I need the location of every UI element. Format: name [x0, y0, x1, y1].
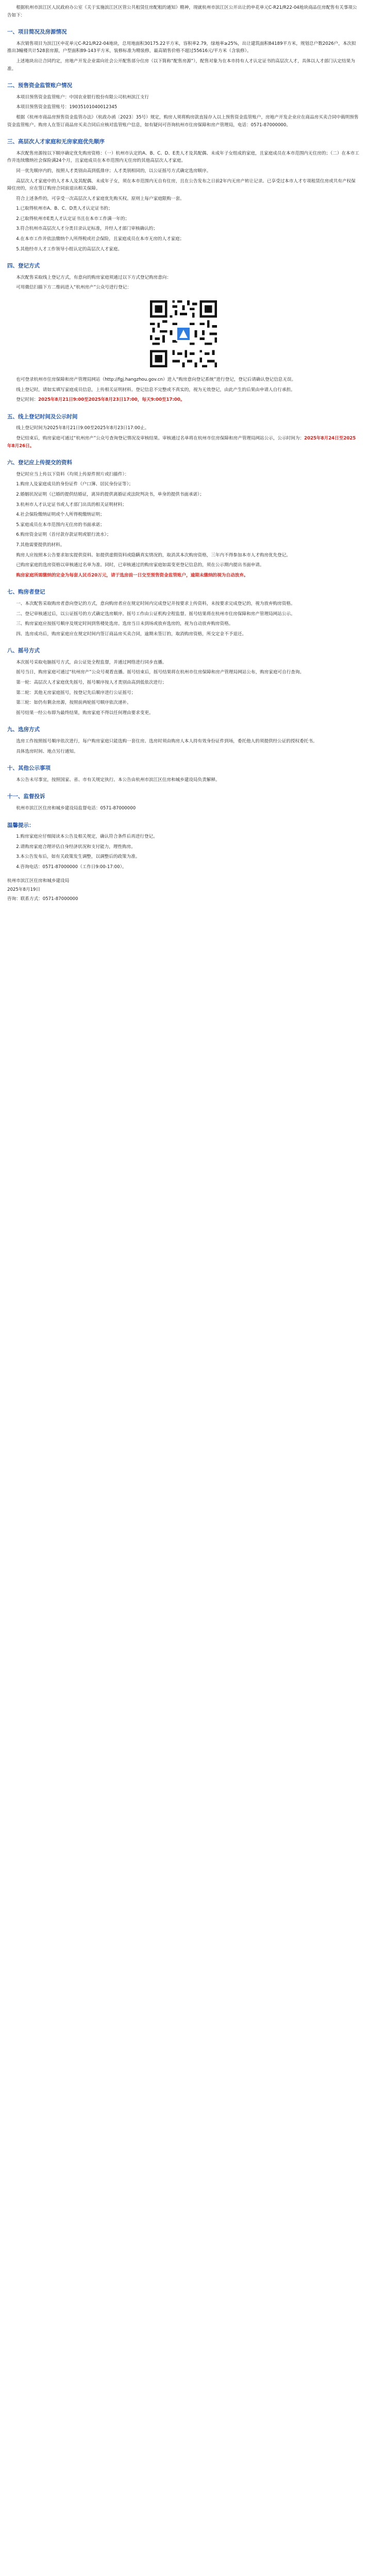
- section-8-p2: 摇号当日，购房家庭可通过“杭州房产”公众号观看直播。摇号结束后，摇号结果将在杭州市住房保障和房产管理局网站公布，购房家庭可自行查询。: [16, 670, 305, 675]
- section-10-p1: 本公告未尽事宜，按照国家、省、市有关规定执行。本公告由杭州市滨江区住房和城乡建设局负责解释。: [16, 777, 220, 783]
- signature-block: [7, 877, 360, 903]
- section-7-heading: 七、购房者登记: [7, 589, 45, 596]
- section-3-p4: 符合上述条件的，可享受一次高层次人才家庭优先购买权。原则上每户家庭限购一套。: [16, 196, 184, 201]
- section-3-list-item: 2.已取得杭州市E类人才认定证书且在本市工作满一年的；: [16, 216, 130, 222]
- section-4-p2: 可用微信扫描下方二维码进入“杭州房产”公众号进行登记：: [16, 285, 131, 291]
- section-6-intro: 登记时应当上传以下资料（均须上传原件照片或扫描件）：: [16, 471, 129, 477]
- section-3-heading: 三、高层次人才家庭和无房家庭优先顺序: [7, 139, 105, 145]
- section-7-p2: 二、登记审核通过后，以公证摇号的方式确定选房顺序。摇号工作由公证机构全程监督。摇号结果将在杭州市住房保障和房产管理局网站公示。: [16, 611, 295, 617]
- section-2-p2: 本项目预售资金监管账号：19035101040012345: [16, 105, 118, 110]
- notice-heading: 温馨提示：: [7, 822, 35, 828]
- section-6-list-item: 7.其他需要提供的材料。: [16, 542, 65, 548]
- section-8-p3: 第一轮：高层次人才家庭优先摇号，摇号顺序按人才类别由高到低依次进行；: [16, 680, 167, 686]
- section-8-p5: 第三轮：如仍有剩余房源，按照前两轮摇号顺序依次递补。: [16, 700, 131, 706]
- section-5-p2: 登记结束后，购房家庭可通过“杭州房产”公众号查询登记情况及审核结果。审核通过名单将在杭州市住房保障和房产管理局网站公示，公示时间为：: [16, 436, 305, 441]
- section-5-heading: 五、线上登记时间及公示时间: [7, 413, 78, 420]
- section-6-list-item: 2.婚姻状况证明（已婚的提供结婚证，离异的提供离婚证或法院判决书，单身的提供书面承诺）；: [16, 492, 205, 497]
- section-1-heading: 一、项目简况及房源情况: [7, 29, 67, 36]
- qr-code-image[interactable]: [147, 298, 220, 370]
- section-11-p1: 杭州市滨江区住房和城乡建设局监督电话：0571-87000000: [16, 806, 136, 811]
- section-6-list-item: 6.购房资金证明（首付款存款证明或银行流水）；: [16, 532, 111, 538]
- section-1-p2: 上述地块出让合同约定，房地产开发企业需向社会公开配售部分住房（以下简称“配售房源”），配售对象为在本市持有人才认定证书的高层次人才，具体以人才部门认定结果为准。: [7, 58, 355, 72]
- section-6-p3: 购房家庭所需缴纳的定金为每套人民币20万元，请于选房前一日交至预售资金监管账户，逾期未缴纳的视为自动放弃。: [16, 572, 248, 578]
- section-8-p4: 第二轮：其他无房家庭摇号，按登记先后顺序进行公证摇号；: [16, 690, 136, 696]
- time-label: 登记时间：: [16, 397, 39, 403]
- section-8-p1: 本次摇号采取电脑摇号方式，由公证处全程监督，并通过网络进行同步直播。: [16, 659, 167, 665]
- notice-item: 1.购房家庭应仔细阅读本公告及相关规定，确认符合条件后再进行登记。: [16, 834, 158, 840]
- section-8-heading: 八、摇号方式: [7, 648, 40, 654]
- section-2-p3: 根据《杭州市商品房预售资金监管办法》（杭政办函〔2023〕35号）规定，购房人须将购房款直接存入以上预售资金监管账户，房地产开发企业应在商品房买卖合同中载明预售资金监管账户。购房人在签订商品房买卖合同后应核对监管账户信息，如有疑问可咨询杭州市住房保障和房产管理局，电话：0571-87000000。: [7, 114, 359, 128]
- section-9-heading: 九、选房方式: [7, 726, 40, 733]
- section-5-p2-line: [7, 435, 360, 450]
- section-3-list-item: 5.其他经市人才工作领导小组认定的高层次人才家庭。: [16, 246, 123, 252]
- section-6-p1: 购房人应按照本公告要求如实提供资料。如提供虚假资料或隐瞒真实情况的，取消其本次购房资格，三年内不得参加本市人才购房优先登记。: [16, 552, 291, 558]
- section-7-p4: 四、选房成功后，购房家庭应在规定时间内签订商品房买卖合同，逾期未签订的，取消购房资格，所交定金不予退还。: [16, 631, 247, 637]
- section-4-time-line: [7, 396, 360, 404]
- section-9-p2: 具体选房时间、地点另行通知。: [16, 749, 78, 754]
- section-7-p1: 一、本次配售采取购房者意向登记的方式，意向购房者应在规定时间内完成登记并按要求上传资料，未按要求完成登记的，视为放弃购房资格。: [16, 601, 295, 606]
- registration-time: 2025年8月21日9:00至2025年8月23日17:00，每天9:00至17:00。: [38, 397, 185, 403]
- qr-code-block: [147, 298, 220, 370]
- section-11-heading: 十一、监督投诉: [7, 793, 45, 800]
- section-9-p1: 选房工作按照摇号顺序依次进行，每户购房家庭只能选购一套住房。选房时须由购房人本人持有效身份证件到场，委托他人的须提供经公证的授权委托书。: [16, 739, 317, 744]
- section-3-list-item: 4.在本市工作并依法缴纳个人所得税或社会保险，且家庭成员在本市无房的人才家庭；: [16, 236, 184, 242]
- section-3-list-item: 1.已取得杭州市A、B、C、D类人才认定证书的；: [16, 206, 113, 212]
- notice-item: 3.本公告发布后，如有关政策发生调整，以调整后的政策为准。: [16, 854, 140, 860]
- section-10-heading: 十、其他公示事项: [7, 765, 51, 772]
- section-3-p3: 高层次人才家庭中的人才本人及其配偶、未成年子女，须在本市范围内无自有住房，且在公告发布之日前2年内无房产转让记录。已享受过本市人才专项租赁住房或共有产权保障住房的，应在签订购房合同前退出相关保障。: [7, 178, 356, 192]
- signature-org: 杭州市滨江区住房和城乡建设局: [7, 878, 70, 884]
- section-4-heading: 四、登记方式: [7, 263, 40, 269]
- section-5-p1: 线上登记时间为2025年8月21日9:00至2025年8月23日17:00止。: [16, 426, 149, 431]
- section-3-p2: 同一优先顺序内的，按照人才类别由高到低排序；人才类别相同的，以公证摇号方式确定选房顺序。: [16, 168, 211, 174]
- section-2-p1: 本项目预售资金监管账户：中国农业银行股份有限公司杭州滨江支行: [16, 94, 149, 100]
- section-7-p3: 三、购房家庭应按摇号顺序及规定时间到售楼处选房。选房当日未到场或放弃选房的，视为自动放弃购房资格。: [16, 621, 233, 627]
- notice-item: 2.请购房家庭合理评估自身经济状况和支付能力，理性购房。: [16, 844, 136, 850]
- section-6-list-item: 4.社会保险缴纳证明或个人所得税缴纳证明；: [16, 512, 105, 518]
- publicity-time: 2025年8月24日至2025年8月26日。: [7, 436, 356, 449]
- section-6-list-item: 1.购房人及家庭成员的身份证件（户口簿、居民身份证等）；: [16, 482, 133, 487]
- notice-item: 4.咨询电话：0571-87000000（工作日9:00-17:00）。: [16, 864, 127, 870]
- section-4-p1: 本次配售采取线上登记方式，有意向的购房家庭须通过以下方式登记购房意向：: [16, 275, 171, 280]
- section-1-p1: 本次销售项目为滨江区申花单元C-R21/R22-04地块，总用地面积30175.22平方米，容积率2.79，绿地率≥25%，出让建筑面积84189平方米，规划总户数2026户，本次拟推出3幢楼共计528套房源，户型面积89-143平方米，装修标准为精装修，最高销售价格不超过55616元/平方米（含装修）。: [7, 41, 356, 54]
- section-4-p3: 也可登录杭州市住房保障和房产管理局网站（http://fgj.hangzhou.gov.cn）进入“购房意向登记系统”进行登记，登记后请确认登记信息无误。: [16, 377, 296, 383]
- announcement-body: [0, 0, 369, 903]
- section-3-p1: 本次配售房源按以下顺序确定优先购房资格：（一）杭州市认定的A、B、C、D、E类人才及其配偶、未成年子女组成的家庭，且家庭成员在本市范围内无住房的；（二）在本市工作并连续缴纳社会保险满24个月，且家庭成员在本市范围内无住房的其他高层次人才家庭。: [7, 150, 359, 164]
- signature-contact: 咨询：联系方式：0571-87000000: [7, 896, 78, 902]
- signature-date: 2025年8月19日: [7, 887, 41, 893]
- section-6-list-item: 5.家庭成员在本市范围内无住房的书面承诺；: [16, 522, 105, 528]
- section-6-list-item: 3.杭州市人才认定证书或人才部门出具的相关证明材料；: [16, 502, 127, 507]
- section-6-heading: 六、登记应上传提交的资料: [7, 460, 72, 466]
- section-6-p2: 已购房家庭的选房资格以审核通过名单为准。同时，已审核通过的购房家庭如需变更登记信息的，须在公示期内提出书面申请。: [16, 563, 264, 568]
- section-3-list-item: 3.符合杭州市高层次人才分类目录认定标准，并经人才部门审核确认的；: [16, 226, 158, 232]
- section-8-p6: 摇号结果一经公布即为最终结果，购房家庭不得以任何理由要求变更。: [16, 710, 154, 716]
- section-4-p4: 线上登记时，请如实填写家庭成员信息，上传相关证明材料。登记信息不完整或不真实的，视为无效登记，由此产生的后果由申请人自行承担。: [16, 387, 295, 393]
- intro-paragraph: 根据杭州市滨江区人民政府办公室《关于实施滨江区区管公共租赁住房配租的通知》精神，现就杭州市滨江区公开出让的申花单元C-R21/R22-04地块商品住房配售有关事项公告如下：: [7, 5, 357, 18]
- section-2-heading: 二、预售资金监管账户情况: [7, 82, 72, 89]
